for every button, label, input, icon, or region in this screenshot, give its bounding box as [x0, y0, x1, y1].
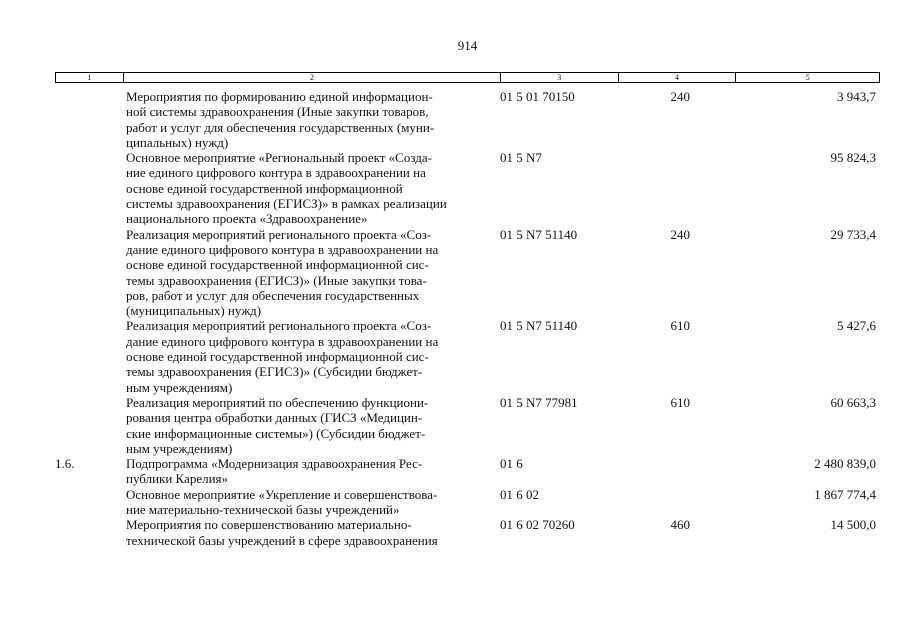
- description-line: Мероприятия по совершенствованию материально-: [126, 517, 412, 533]
- description-line: системы здравоохранения (ЕГИСЗ)» в рамках реализации: [126, 196, 447, 212]
- description-line: Реализация мероприятий регионального проекта «Соз-: [126, 226, 432, 242]
- row-number: [55, 318, 120, 394]
- description-line: Реализация мероприятий регионального проекта «Соз-: [126, 318, 432, 334]
- row-expense-type: 240: [670, 226, 690, 242]
- row-amount: 1 867 774,4: [814, 486, 876, 502]
- table-row: [55, 517, 880, 548]
- description-line: ной системы здравоохранения (Иные закупки товаров,: [126, 104, 429, 120]
- row-description: [120, 456, 494, 487]
- description-line: основе единой государственной информационной: [126, 180, 403, 196]
- row-description: [120, 227, 494, 319]
- description-line: дание единого цифрового контура в здравоохранении на: [126, 241, 439, 257]
- table-row: [55, 89, 880, 150]
- row-amount: 95 824,3: [830, 150, 876, 166]
- row-description: [120, 517, 494, 548]
- row-expense-type: [612, 456, 695, 487]
- row-expense-type: 610: [670, 394, 690, 410]
- description-line: дание единого цифрового контура в здравоохранении на: [126, 333, 439, 349]
- table-row: [55, 395, 880, 456]
- row-number: [55, 89, 120, 150]
- row-amount: 3 943,7: [837, 89, 876, 104]
- page-number: 914: [457, 38, 478, 53]
- row-description: [120, 487, 494, 518]
- row-amount: 2 480 839,0: [814, 456, 876, 472]
- description-line: (муниципальных) нужд): [126, 303, 262, 319]
- table-row: [55, 227, 880, 319]
- header-col-2: 2: [124, 73, 501, 82]
- row-expense-type: 610: [670, 318, 690, 334]
- row-description: [120, 318, 494, 394]
- row-code: 01 5 N7 51140: [500, 318, 578, 334]
- description-line: ципальных) нужд): [126, 134, 229, 150]
- description-line: национального проекта «Здравоохранение»: [126, 211, 368, 227]
- row-number: [55, 487, 120, 518]
- row-amount: 60 663,3: [830, 394, 876, 410]
- description-line: Мероприятия по формированию единой информацион-: [126, 89, 433, 104]
- description-line: Основное мероприятие «Укрепление и совершенствова-: [126, 486, 438, 502]
- row-description: [120, 395, 494, 456]
- row-description: [120, 89, 494, 150]
- row-expense-type: [612, 487, 695, 518]
- description-line: темы здравоохранения (ЕГИСЗ)» (Субсидии бюджет-: [126, 364, 423, 380]
- description-line: ров, работ и услуг для обеспечения государственных: [126, 287, 420, 303]
- row-amount: 29 733,4: [830, 226, 876, 242]
- description-line: работ и услуг для обеспечения государственных (муни-: [126, 119, 435, 135]
- description-line: рования центра обработки данных (ГИСЗ «Медицин-: [126, 410, 423, 426]
- description-line: Основное мероприятие «Региональный проект «Созда-: [126, 150, 432, 166]
- description-line: Реализация мероприятий по обеспечению функциони-: [126, 394, 429, 410]
- row-number: [55, 150, 120, 226]
- table-header: [55, 72, 880, 83]
- row-code: 01 6 02 70260: [500, 517, 575, 533]
- row-number: [55, 227, 120, 319]
- table-row: [55, 318, 880, 394]
- description-line: публики Карелия»: [126, 471, 229, 487]
- row-code: 01 5 N7 51140: [500, 226, 578, 242]
- description-line: ным учреждениям): [126, 440, 233, 456]
- description-line: Подпрограмма «Модернизация здравоохранения Рес-: [126, 456, 423, 472]
- table-row: [55, 150, 880, 226]
- row-number: [55, 395, 120, 456]
- description-line: ным учреждениям): [126, 379, 233, 395]
- row-code: 01 5 N7: [500, 150, 542, 166]
- row-expense-type: [612, 150, 695, 226]
- row-number: [55, 517, 120, 548]
- description-line: темы здравоохранения (ЕГИСЗ)» (Иные закупки това-: [126, 272, 427, 288]
- description-line: основе единой государственной информационной сис-: [126, 349, 429, 365]
- row-code: 01 5 N7 77981: [500, 394, 578, 410]
- description-line: ние единого цифрового контура в здравоохранении на: [126, 165, 426, 181]
- header-col-3: 3: [501, 73, 619, 82]
- row-amount: 5 427,6: [837, 318, 876, 334]
- table-row: [55, 487, 880, 518]
- description-line: ние материально-технической базы учреждений»: [126, 502, 400, 518]
- row-number: 1.6.: [55, 456, 75, 472]
- header-col-5: 5: [805, 73, 810, 82]
- row-expense-type: 460: [670, 517, 690, 533]
- table-row: [55, 456, 880, 487]
- header-col-4: 4: [619, 73, 737, 82]
- row-code: 01 5 01 70150: [500, 89, 575, 104]
- row-amount: 14 500,0: [830, 517, 876, 533]
- row-code: 01 6: [500, 456, 523, 472]
- row-expense-type: 240: [670, 89, 690, 104]
- description-line: ские информационные системы») (Субсидии бюджет-: [126, 425, 426, 441]
- row-description: [120, 150, 494, 226]
- description-line: технической базы учреждений в сфере здравоохранения: [126, 532, 438, 548]
- row-code: 01 6 02: [500, 486, 539, 502]
- header-col-1: 1: [56, 73, 124, 82]
- table-body: [55, 89, 880, 548]
- description-line: основе единой государственной информационной сис-: [126, 257, 429, 273]
